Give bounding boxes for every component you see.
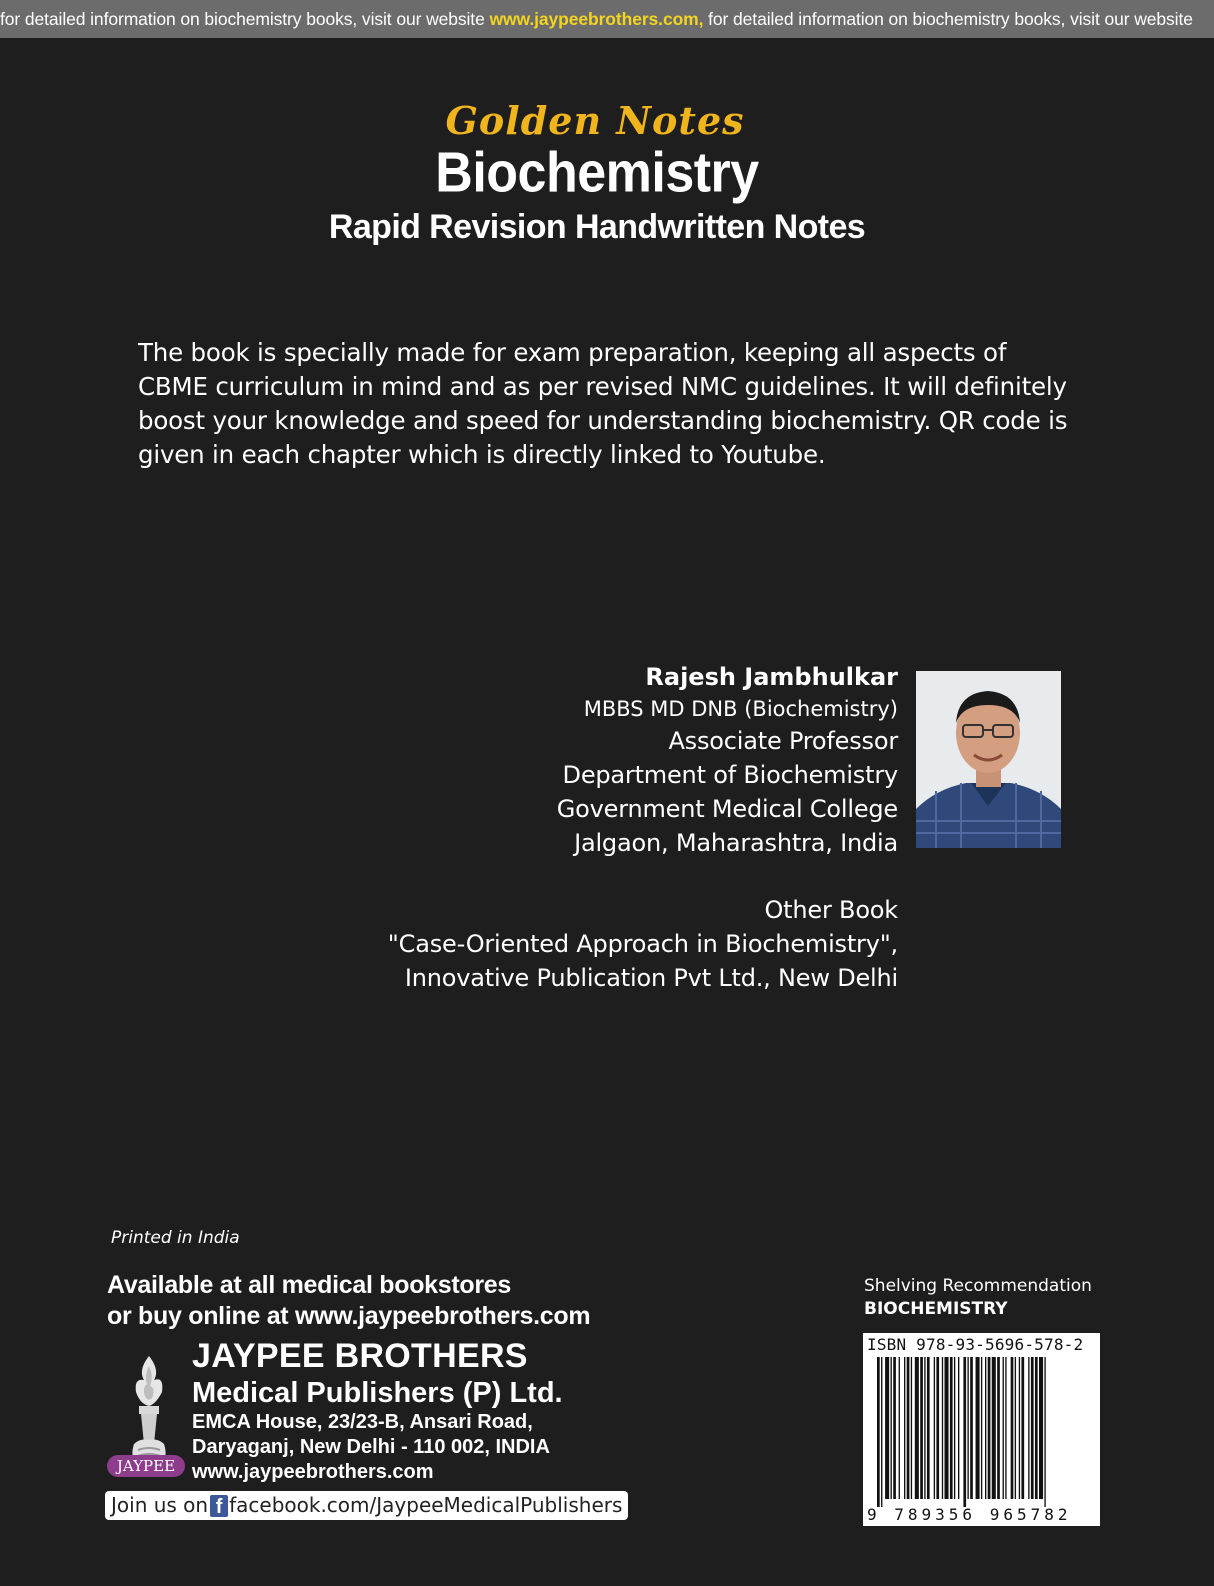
isbn-digits: 9 789356 965782 <box>867 1505 1072 1524</box>
facebook-url[interactable]: facebook.com/JaypeeMedicalPublishers <box>229 1493 623 1517</box>
publisher-address <box>192 1410 550 1485</box>
book-title: Biochemistry <box>435 141 759 205</box>
barcode-icon <box>863 1333 1100 1526</box>
shelving-recommendation <box>864 1275 1092 1321</box>
author-photo <box>916 671 1061 848</box>
facebook-link-box[interactable] <box>105 1491 628 1520</box>
other-book-title: "Case-Oriented Approach in Biochemistry", <box>387 930 898 958</box>
other-book-heading: Other Book <box>764 896 898 924</box>
other-book-block <box>300 893 898 995</box>
book-subtitle: Rapid Revision Handwritten Notes <box>328 208 866 246</box>
book-description: The book is specially made for exam preparation, keeping all aspects of CBME curriculum in mind and as per revised NMC guidelines. It will definitely boost your knowledge and speed for understanding biochemistry. QR code is given in each chapter which is directly linked to Youtube. <box>138 338 1068 469</box>
author-position: Associate Professor <box>668 727 898 755</box>
author-block <box>380 660 898 860</box>
facebook-icon: f <box>210 1495 228 1517</box>
author-location: Jalgaon, Maharashtra, India <box>574 829 898 857</box>
availability-note <box>107 1270 590 1332</box>
other-book-publisher: Innovative Publication Pvt Ltd., New Delhi <box>404 964 898 992</box>
series-title: Golden Notes <box>445 98 745 143</box>
shelving-category: BIOCHEMISTRY <box>864 1299 1008 1319</box>
banner-website-link[interactable]: www.jaypeebrothers.com, <box>489 9 704 29</box>
top-banner <box>0 0 1214 38</box>
jaypee-logo-label: JAYPEE <box>107 1455 185 1477</box>
publisher-name: JAYPEE BROTHERS <box>192 1337 528 1375</box>
publisher-address-line-1: EMCA House, 23/23-B, Ansari Road, <box>192 1411 533 1433</box>
shelving-label: Shelving Recommendation <box>864 1276 1092 1296</box>
printed-in-india: Printed in India <box>111 1228 240 1248</box>
publisher-subname: Medical Publishers (P) Ltd. <box>192 1377 563 1409</box>
publisher-website[interactable]: www.jaypeebrothers.com <box>192 1461 434 1483</box>
publisher-address-line-2: Daryaganj, New Delhi - 110 002, INDIA <box>192 1436 550 1458</box>
isbn-label: ISBN 978-93-5696-578-2 <box>867 1335 1084 1354</box>
social-prefix: Join us on <box>111 1493 209 1517</box>
author-name: Rajesh Jambhulkar <box>645 663 898 691</box>
author-institution: Government Medical College <box>556 795 898 823</box>
isbn-barcode <box>863 1333 1100 1526</box>
author-department: Department of Biochemistry <box>562 761 898 789</box>
banner-text-suffix: for detailed information on biochemistry books, visit our website <box>703 9 1193 29</box>
availability-line-2: or buy online at www.jaypeebrothers.com <box>107 1302 591 1330</box>
author-degrees: MBBS MD DNB (Biochemistry) <box>583 697 898 721</box>
banner-text-prefix: for detailed information on biochemistry books, visit our website <box>0 9 490 29</box>
availability-line-1: Available at all medical bookstores <box>107 1271 512 1299</box>
